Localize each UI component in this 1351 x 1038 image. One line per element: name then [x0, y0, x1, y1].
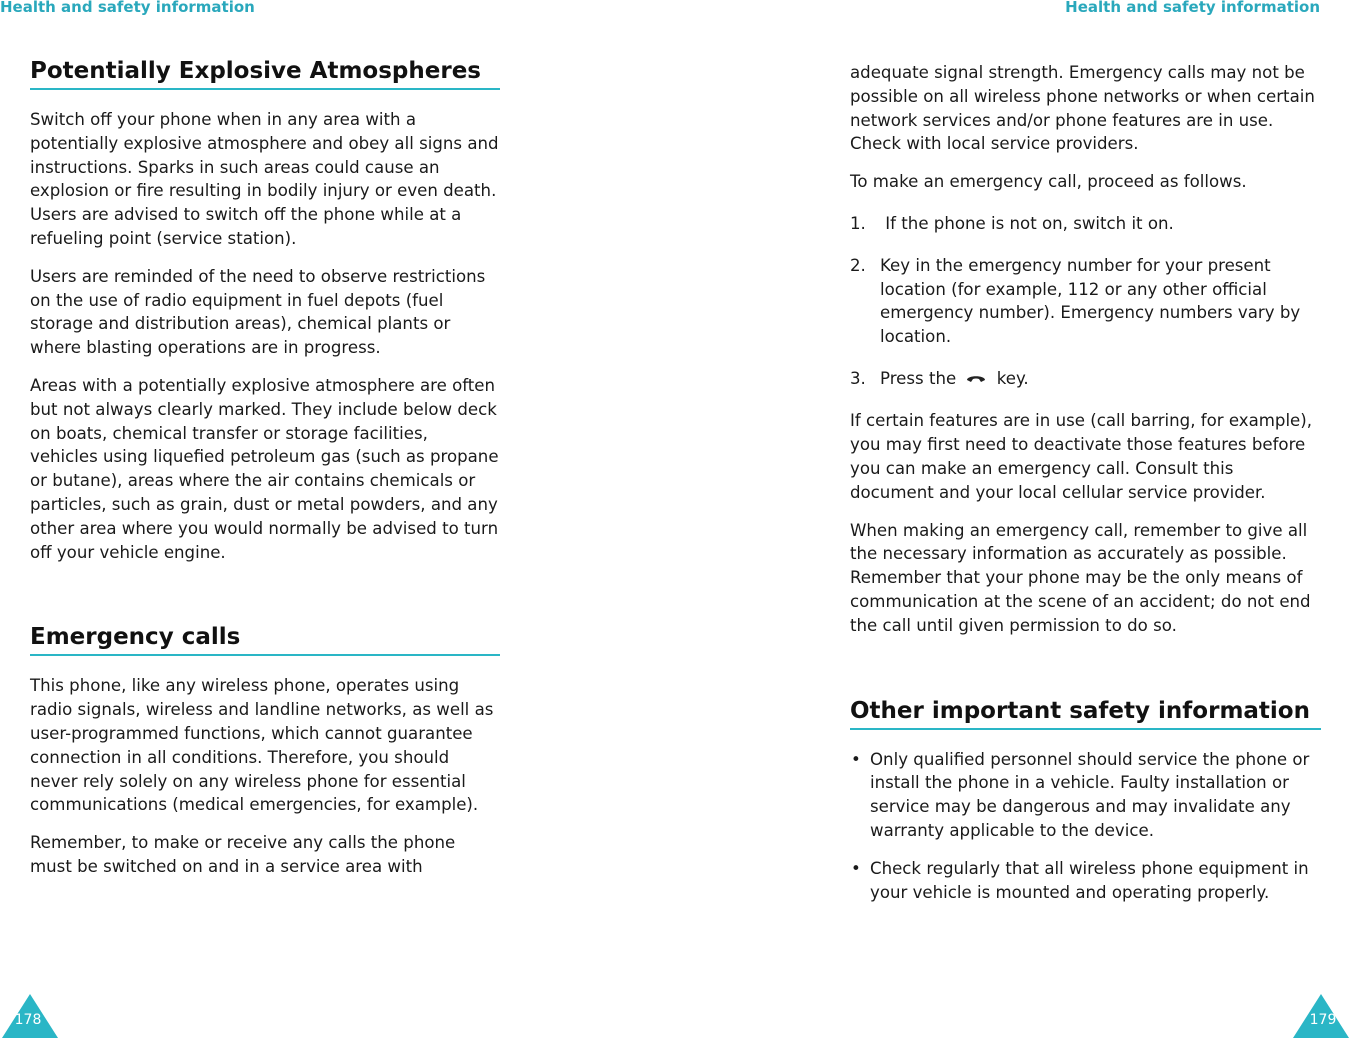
step-number: 3. — [850, 368, 866, 388]
right-page — [676, 0, 1351, 1038]
step-text: key. — [996, 368, 1029, 388]
bullet-text: Check regularly that all wireless phone equipment in your vehicle is mounted and operating properly. — [870, 858, 1309, 902]
step-number: 2. — [850, 255, 866, 275]
list-item — [850, 212, 1321, 236]
section-heading-other-safety: Other important safety information — [850, 698, 1321, 730]
section-heading-explosive-atmospheres: Potentially Explosive Atmospheres — [30, 58, 500, 90]
bullet-icon: • — [851, 749, 861, 769]
list-item — [850, 857, 1321, 905]
page-number-badge — [1291, 992, 1351, 1038]
page-number-badge — [0, 992, 60, 1038]
list-item — [850, 748, 1321, 843]
step-text: Press the — [880, 368, 957, 388]
step-text: Key in the emergency number for your present location (for example, 112 or any other official emergency number). Emergency numbers vary by location. — [880, 255, 1301, 347]
list-item — [850, 367, 1321, 391]
running-head: Health and safety information — [0, 0, 255, 16]
step-number: 1. — [850, 213, 866, 233]
paragraph: If certain features are in use (call barring, for example), you may first need to deactivate those features before you can make an emergency call. Consult this document and your local cellular service provider. — [850, 411, 1313, 502]
bullet-icon: • — [851, 858, 861, 878]
paragraph: To make an emergency call, proceed as follows. — [850, 172, 1247, 192]
running-head: Health and safety information — [1065, 0, 1320, 16]
list-item — [850, 254, 1321, 349]
paragraph: adequate signal strength. Emergency calls may not be possible on all wireless phone networks or when certain network services and/or phone features are in use. Check with local service providers. — [850, 63, 1315, 154]
step-text: If the phone is not on, switch it on. — [880, 213, 1174, 233]
paragraph: This phone, like any wireless phone, operates using radio signals, wireless and landline networks, as well as user-programmed functions, which cannot guarantee connection in all conditions. Therefore, you should never rely solely on any wireless phone for essential communications (medical emergencies, for example). — [30, 676, 494, 815]
section-heading-emergency-calls: Emergency calls — [30, 624, 500, 656]
paragraph: Switch off your phone when in any area with a potentially explosive atmosphere and obey all signs and instructions. Sparks in such areas could cause an explosion or fire resulting in bodily injury or even death. Users are advised to switch off the phone while at a refueling point (service station). — [30, 110, 499, 248]
right-column — [850, 61, 1321, 904]
page-number: 178 — [14, 1012, 42, 1028]
emergency-steps-list — [850, 212, 1321, 391]
page-number: 179 — [1309, 1012, 1337, 1028]
bullet-text: Only qualified personnel should service the phone or install the phone in a vehicle. Faulty installation or service may be dangerous and may invalidate any warranty applicable to the device. — [870, 749, 1310, 840]
paragraph: Remember, to make or receive any calls the phone must be switched on and in a service area with — [30, 833, 456, 876]
safety-bullets-list — [850, 748, 1321, 905]
paragraph: Areas with a potentially explosive atmosphere are often but not always clearly marked. They include below deck on boats, chemical transfer or storage facilities, vehicles using liquefied petroleum gas (such as propane or butane), areas where the air contains chemicals or particles, such as grain, dust or metal powders, and any other area where you would normally be advised to turn off your vehicle engine. — [30, 375, 499, 562]
send-key-icon — [965, 368, 987, 392]
paragraph: Users are reminded of the need to observe restrictions on the use of radio equipment in fuel depots (fuel storage and distribution areas), chemical plants or where blasting operations are in progress. — [30, 266, 486, 358]
left-column — [30, 58, 500, 879]
paragraph: When making an emergency call, remember to give all the necessary information as accurately as possible. Remember that your phone may be the only means of communication at the scene of an accident; do not end the call until given permission to do so. — [850, 520, 1311, 635]
